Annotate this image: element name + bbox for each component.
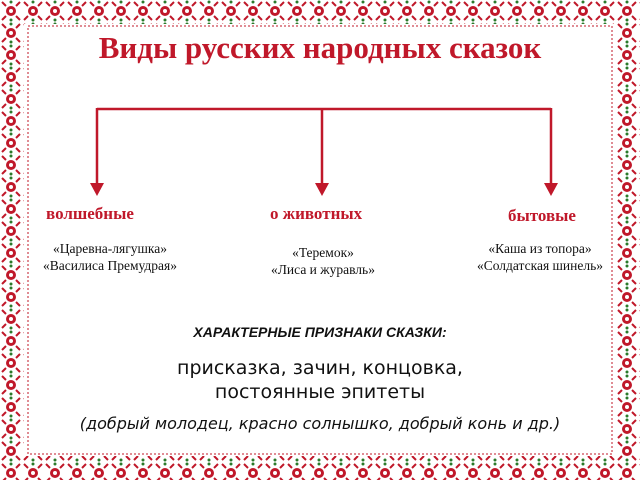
features-heading: ХАРАКТЕРНЫЕ ПРИЗНАКИ СКАЗКИ: [193, 324, 447, 340]
example-item: «Царевна-лягушка» [52, 241, 168, 256]
examples-everyday [462, 240, 618, 274]
connector-lines [90, 108, 558, 196]
example-item: «Солдатская шинель» [476, 258, 604, 273]
features-examples: (добрый молодец, красно солнышко, добрый конь и др.) [79, 414, 561, 433]
examples-magic [30, 240, 190, 274]
features-text [40, 356, 600, 404]
features-line: постоянные эпитеты [214, 381, 426, 403]
example-item: «Каша из топора» [488, 241, 592, 256]
example-item: «Теремок» [292, 245, 354, 260]
category-magic: волшебные [46, 204, 134, 223]
example-item: «Василиса Премудрая» [43, 258, 177, 273]
category-animals: о животных [270, 204, 363, 223]
examples-animals [248, 244, 398, 278]
category-everyday: бытовые [508, 206, 576, 225]
features-line: присказка, зачин, концовка, [177, 357, 463, 379]
example-item: «Лиса и журавль» [271, 262, 375, 277]
page-title: Виды русских народных сказок [98, 30, 542, 65]
